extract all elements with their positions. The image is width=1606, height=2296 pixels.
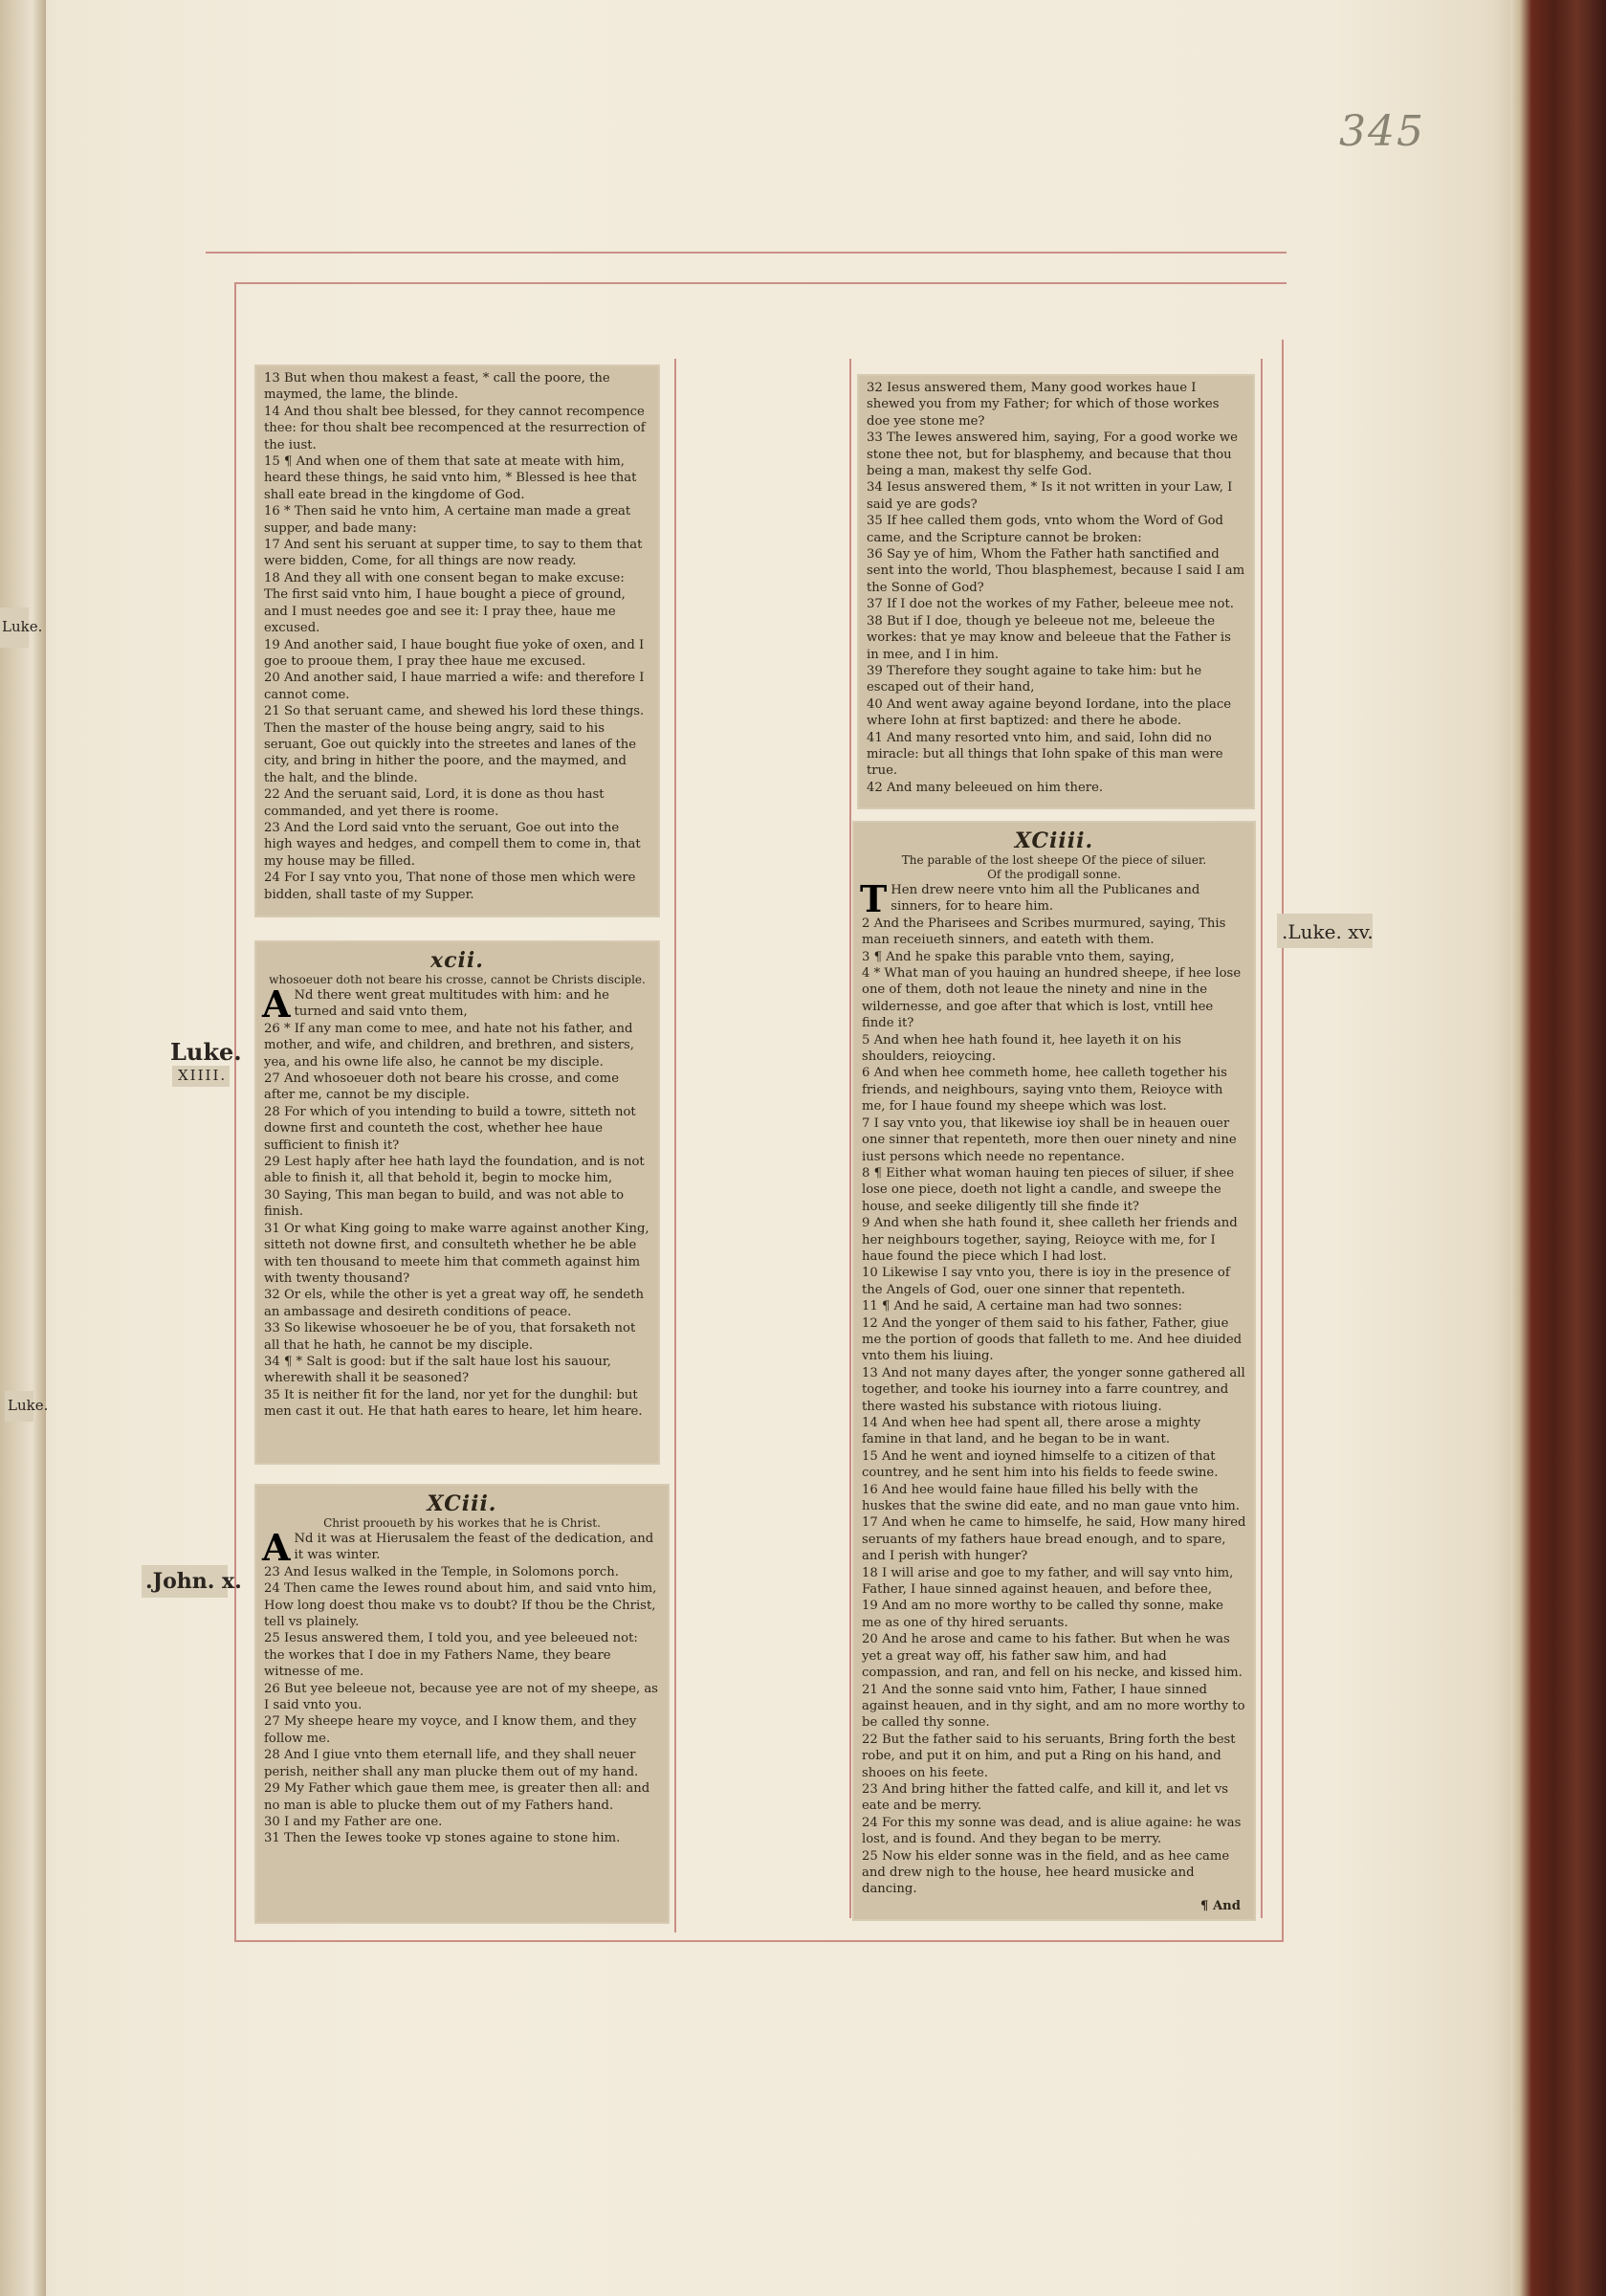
verse: 33 The Iewes answered him, saying, For a good worke we stone thee not, but for blasphemy, and because that thou being a man, makest thy selfe God. <box>867 430 1238 479</box>
verse: 14 And when hee had spent all, there arose a mighty famine in that land, and he began to be in want. <box>862 1416 1201 1447</box>
luke-left-sub-note: XIIII. <box>178 1067 228 1084</box>
verse: 8 ¶ Either what woman hauing ten pieces of siluer, if shee lose one piece, doeth not light a candle, and sweepe the house, and seeke diligently till she finde it? <box>862 1165 1235 1214</box>
left-section-b-verses <box>256 982 658 1421</box>
verse: 31 Then the Iewes tooke vp stones againe to stone him. <box>264 1831 621 1846</box>
verse: 30 Saying, This man began to build, and was not able to finish. <box>264 1187 625 1220</box>
verse: 24 For this my sonne was dead, and is aliue againe: he was lost, and is found. And they began to be merry. <box>862 1815 1242 1847</box>
verse: Hen drew neere vnto him all the Publicanes and sinners, for to heare him. <box>891 883 1200 915</box>
verse: 6 And when hee commeth home, hee calleth together his friends, and neighbours, saying vnto them, Reioyce with me, for I haue found my sheepe which was lost. <box>862 1066 1227 1115</box>
binding-edge <box>1510 0 1606 2296</box>
verse: 29 My Father which gaue them mee, is greater then all: and no man is able to plucke them out of my Fathers hand. <box>264 1781 650 1813</box>
verse: 31 Or what King going to make warre against another King, sitteth not downe first, and consulteth whether he be able with ten thousand to meete him that commeth against him with twenty thousand? <box>264 1221 649 1286</box>
verse: 20 And he arose and came to his father. But when he was yet a great way off, his father saw him, and had compassion, and ran, and fell on his necke, and kissed him. <box>862 1632 1243 1681</box>
verse: 26 But yee beleeue not, because yee are not of my sheepe, as I said vnto you. <box>264 1681 658 1713</box>
verse: 19 And another said, I haue bought fiue yoke of oxen, and I goe to prooue them, I pray thee haue me excused. <box>264 637 645 669</box>
verse: 40 And went away againe beyond Iordane, into the place where Iohn at first baptized: and there he abode. <box>867 696 1232 729</box>
verse: 11 ¶ And he said, A certaine man had two sonnes: <box>862 1299 1182 1314</box>
verse: 28 For which of you intending to build a towre, sitteth not downe first and counteth the cost, whether hee haue sufficient to finish it? <box>264 1104 636 1153</box>
left-section-a-verses <box>256 370 658 903</box>
verse: 10 Likewise I say vnto you, there is ioy in the presence of the Angels of God, ouer one sinner that repenteth. <box>862 1266 1230 1297</box>
verse: 23 And bring hither the fatted calfe, and kill it, and let vs eate and be merry. <box>862 1781 1229 1814</box>
verse: 20 And another said, I haue married a wife: and therefore I cannot come. <box>264 671 645 702</box>
verse: 27 And whosoeuer doth not beare his crosse, and come after me, cannot be my disciple. <box>264 1071 619 1103</box>
verse: 26 * If any man come to mee, and hate not his father, and mother, and wife, and children, and brethren, and sisters, yea, and his owne life also, he cannot be my disciple. <box>264 1021 635 1070</box>
luke-right-note: .Luke. xv. <box>1282 920 1374 943</box>
chapter-summary-xciiii-line2: Of the prodigall sonne. <box>987 868 1121 881</box>
chapter-summary-xciiii-line1: The parable of the lost sheepe Of the piece of siluer. <box>901 853 1207 867</box>
verse: 4 * What man of you hauing an hundred sheepe, if hee lose one of them, doth not leaue the ninety and nine in the wildernesse, and goe after that which is lost, vntill hee finde it? <box>862 966 1242 1031</box>
verse: 25 Now his elder sonne was in the field, and as hee came and drew nigh to the house, hee heard musicke and dancing. <box>862 1848 1230 1897</box>
frame-top-rule <box>206 252 1287 254</box>
left-section-c-heading-block <box>256 1491 668 1531</box>
verse: 35 If hee called them gods, vnto whom the Word of God came, and the Scripture cannot be broken: <box>867 514 1223 545</box>
verse: 15 ¶ And when one of them that sate at meate with him, heard these things, he said vnto him, * Blessed is hee that shall eate bread in the kingdome of God. <box>264 454 637 502</box>
frame-right-rule <box>1282 340 1284 1942</box>
verse: 22 And the seruant said, Lord, it is done as thou hast commanded, and yet there is roome. <box>264 787 605 819</box>
verse: 13 And not many dayes after, the yonger sonne gathered all together, and tooke his iourney into a farre countrey, and there wasted his substance with riotous liuing. <box>862 1365 1245 1414</box>
left-section-b-heading-block <box>256 948 658 987</box>
verse: 36 Say ye of him, Whom the Father hath sanctified and sent into the world, Thou blasphemest, because I said I am the Sonne of God? <box>867 547 1245 595</box>
drop-cap-t: T <box>860 877 888 920</box>
verse: 17 And when he came to himselfe, he said, How many hired seruants of my fathers haue bread enough, and to spare, and I perish with hunger? <box>862 1515 1246 1564</box>
verse: 39 Therefore they sought againe to take him: but he escaped out of their hand, <box>867 663 1202 695</box>
verse: 29 Lest haply after hee hath layd the foundation, and is not able to finish it, all that behold it, begin to mocke him, <box>264 1155 645 1186</box>
chapter-summary-xciii: Christ prooueth by his workes that he is Christ. <box>323 1516 601 1530</box>
right-column-section-a <box>859 376 1253 807</box>
verse: 16 And hee would faine haue filled his belly with the huskes that the swine did eate, and no man gaue vnto him. <box>862 1482 1240 1514</box>
verse: 34 Iesus answered them, * Is it not written in your Law, I said ye are gods? <box>867 480 1233 512</box>
left-edge-note-mid: Luke. <box>8 1397 49 1414</box>
chapter-heading-xciiii: XCiiii. <box>1014 828 1094 853</box>
verse: 13 But when thou makest a feast, * call the poore, the maymed, the lame, the blinde. <box>264 371 610 403</box>
verse: 15 And he went and ioyned himselfe to a citizen of that countrey, and he sent him into his fields to feede swine. <box>862 1448 1219 1481</box>
verse: 18 I will arise and goe to my father, and will say vnto him, Father, I haue sinned against heauen, and before thee, <box>862 1565 1234 1598</box>
folio-number: 345 <box>1339 107 1425 156</box>
left-section-c-verses <box>256 1526 668 1847</box>
frame-left-rule <box>234 282 236 1942</box>
verse: 21 So that seruant came, and shewed his lord these things. Then the master of the house being angry, said to his seruant, Goe out quickly into the streetes and lanes of the city, and bring in hither the poore, and the maymed, and the halt, and the blinde. <box>264 704 645 785</box>
verse: 24 Then came the Iewes round about him, and said vnto him, How long doest thou make vs to doubt? If thou be the Christ, tell vs plainely. <box>264 1581 657 1630</box>
frame-bottom-rule <box>234 1940 1284 1942</box>
verse: 23 And the Lord said vnto the seruant, Goe out into the high wayes and hedges, and compell them to come in, that my house may be filled. <box>264 820 641 869</box>
verse: 5 And when hee hath found it, hee layeth it on his shoulders, reioycing. <box>862 1032 1181 1065</box>
verse: 14 And thou shalt bee blessed, for they cannot recompence thee: for thou shalt bee recompenced at the resurrection of the iust. <box>264 404 646 453</box>
verse: 23 And Iesus walked in the Temple, in Solomons porch. <box>264 1564 619 1579</box>
right-section-b-heading-block <box>854 828 1254 882</box>
verse: 37 If I doe not the workes of my Father, beleeue mee not. <box>867 597 1234 612</box>
verse: 32 Or els, while the other is yet a great way off, he sendeth an ambassage and desireth conditions of peace. <box>264 1288 644 1319</box>
verse: 35 It is neither fit for the land, nor yet for the dunghil: but men cast it out. He that hath eares to heare, let him heare. <box>264 1387 643 1420</box>
drop-cap-a: A <box>262 982 291 1026</box>
verse: 22 But the father said to his seruants, Bring forth the best robe, and put it on him, and put a Ring on his hand, and shooes on his feete. <box>862 1732 1236 1780</box>
chapter-summary-xcii: whosoeuer doth not beare his crosse, cannot be Christs disciple. <box>269 973 646 986</box>
verse: 38 But if I doe, though ye beleeue not me, beleeue the workes: that ye may know and beleeue that the Father is in mee, and I in him. <box>867 613 1231 662</box>
verse: 30 I and my Father are one. <box>264 1814 443 1829</box>
facing-page-edge <box>0 0 49 2296</box>
verse: 34 ¶ * Salt is good: but if the salt haue lost his sauour, wherewith shall it be seasoned? <box>264 1354 611 1386</box>
verse: 7 I say vnto you, that likewise ioy shall be in heauen ouer one sinner that repenteth, more then ouer ninety and nine iust persons which neede no repentance. <box>862 1115 1237 1164</box>
verse: Nd there went great multitudes with him: and he turned and said vnto them, <box>294 988 609 1020</box>
verse: 27 My sheepe heare my voyce, and I know them, and they follow me. <box>264 1714 637 1746</box>
verse: 42 And many beleeued on him there. <box>867 780 1104 795</box>
verse: 2 And the Pharisees and Scribes murmured, saying, This man receiueth sinners, and eateth with them. <box>862 916 1226 948</box>
verse: 16 * Then said he vnto him, A certaine man made a great supper, and bade many: <box>264 504 631 536</box>
verse: 28 And I giue vnto them eternall life, and they shall neuer perish, neither shall any man plucke them out of my hand. <box>264 1748 639 1779</box>
left-column-section-b <box>256 942 658 1463</box>
chapter-heading-xciii: XCiii. <box>427 1491 497 1516</box>
verse: 12 And the yonger of them said to his father, Father, giue me the portion of goods that falleth to me. And hee diuided vnto them his liuing. <box>862 1315 1243 1364</box>
frame-second-rule <box>234 282 1287 284</box>
verse: 21 And the sonne said vnto him, Father, I haue sinned against heauen, and in thy sight, and am no more worthy to be called thy sonne. <box>862 1682 1245 1731</box>
frame-right-inner-rule-2 <box>1261 359 1263 1918</box>
frame-center-rule <box>674 359 676 1932</box>
drop-cap-a-2: A <box>262 1526 291 1569</box>
verse: 32 Iesus answered them, Many good workes haue I shewed you from my Father; for which of those workes doe yee stone me? <box>867 381 1220 429</box>
luke-left-note: Luke. <box>170 1038 242 1066</box>
verse: 41 And many resorted vnto him, and said, Iohn did no miracle: but all things that Iohn spake of this man were true. <box>867 730 1223 779</box>
right-column-section-b <box>854 823 1254 1919</box>
verse: 24 For I say vnto you, That none of those men which were bidden, shall taste of my Supper. <box>264 871 636 902</box>
left-column-section-a <box>256 366 658 916</box>
verse: 25 Iesus answered them, I told you, and yee beleeued not: the workes that I doe in my Fathers Name, they beare witnesse of me. <box>264 1631 638 1680</box>
left-edge-note-top: Luke. <box>2 618 43 635</box>
right-section-b-verses <box>854 877 1254 1898</box>
verse: 33 So likewise whosoeuer he be of you, that forsaketh not all that he hath, he cannot be my disciple. <box>264 1321 636 1353</box>
right-section-a-verses <box>859 380 1253 796</box>
verse: 18 And they all with one consent began to make excuse: The first said vnto him, I haue bought a piece of ground, and I must needes goe and see it: I pray thee, haue me excused. <box>264 570 626 636</box>
frame-right-inner-rule <box>849 359 851 1918</box>
verse: 19 And am no more worthy to be called thy sonne, make me as one of thy hired seruants. <box>862 1599 1223 1630</box>
john-left-note: .John. x. <box>145 1569 242 1594</box>
verse: 17 And sent his seruant at supper time, to say to them that were bidden, Come, for all things are now ready. <box>264 538 643 569</box>
catchword: ¶ And <box>1199 1898 1241 1913</box>
verse: 3 ¶ And he spake this parable vnto them, saying, <box>862 949 1175 964</box>
verse: 9 And when she hath found it, shee calleth her friends and her neighbours together, saying, Reioyce with me, for I haue found the piece which I had lost. <box>862 1216 1238 1264</box>
left-column-section-c <box>256 1486 668 1922</box>
verse: Nd it was at Hierusalem the feast of the dedication, and it was winter. <box>294 1532 654 1563</box>
chapter-heading-xcii: xcii. <box>430 948 484 973</box>
